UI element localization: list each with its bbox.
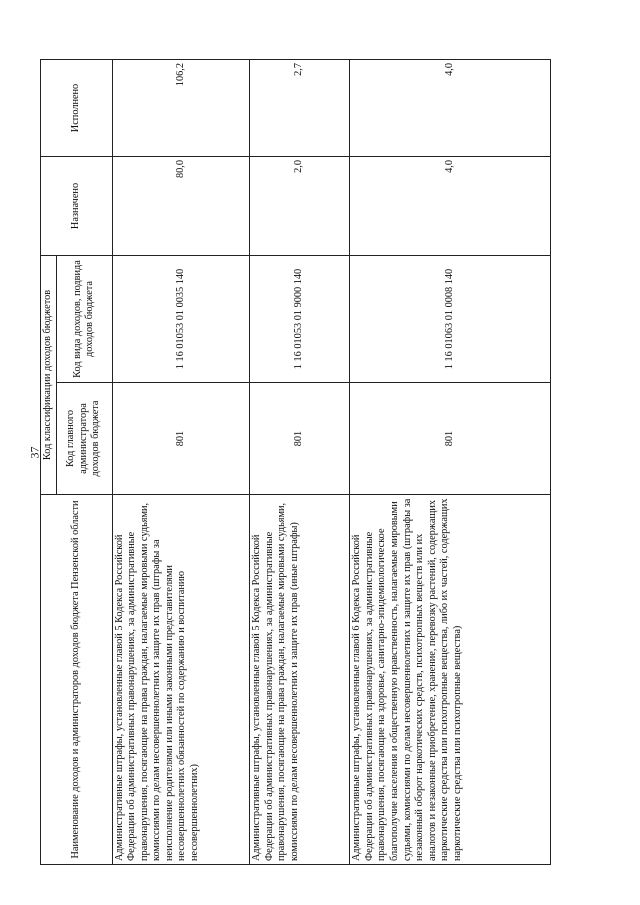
row-admin-code: 801 bbox=[350, 383, 551, 495]
row-executed: 4,0 bbox=[350, 59, 551, 156]
row-admin-code: 801 bbox=[112, 383, 249, 495]
row-executed: 106,2 bbox=[112, 59, 249, 156]
row-income-code: 1 16 01063 01 0008 140 bbox=[350, 255, 551, 382]
table-row bbox=[112, 59, 249, 864]
row-assigned: 80,0 bbox=[112, 156, 249, 255]
header-admin-code: Код главного администратора доходов бюджета bbox=[56, 383, 112, 495]
header-executed: Исполнено bbox=[41, 59, 113, 156]
header-assigned: Назначено bbox=[41, 156, 113, 255]
table-row bbox=[350, 59, 551, 864]
row-assigned: 4,0 bbox=[350, 156, 551, 255]
row-admin-code: 801 bbox=[250, 383, 350, 495]
row-assigned: 2,0 bbox=[250, 156, 350, 255]
row-name: Административные штрафы, установленные главой 5 Кодекса Российской Федерации об административных правонарушениях, за административные правонарушения, посягающие на права граждан, налагаемые мировыми судьями, комиссиями по делам несовершеннолетних и защите их прав (штрафы за неисполнение родителями или иными законными представителями несовершеннолетних обязанностей по содержанию и воспитанию несовершеннолетних) bbox=[112, 495, 249, 865]
row-income-code: 1 16 01053 01 9000 140 bbox=[250, 255, 350, 382]
row-name: Административные штрафы, установленные главой 6 Кодекса Российской Федерации об административных правонарушениях, за административные правонарушения, посягающие на здоровье, санитарно-эпидемиологическое благополучие населения и общественную нравственность, налагаемые мировыми судьями, комиссиями по делам несовершеннолетних и защите их прав (штрафы за незаконный оборот наркотических средств, психотропных веществ или их аналогов и незаконные приобретение, хранение, перевозку растений, содержащих наркотические средства или психотропные вещества, либо их частей, содержащих наркотические средства или психотропные вещества) bbox=[350, 495, 551, 865]
table-row bbox=[250, 59, 350, 864]
row-executed: 2,7 bbox=[250, 59, 350, 156]
row-income-code: 1 16 01053 01 0035 140 bbox=[112, 255, 249, 382]
budget-income-table bbox=[40, 59, 551, 865]
page-number: 37 bbox=[27, 446, 42, 459]
header-income-code: Код вида доходов, подвида доходов бюджета bbox=[56, 255, 112, 382]
header-name: Наименование доходов и администраторов доходов бюджета Пензенской области bbox=[41, 495, 113, 865]
rotated-table-container bbox=[40, 60, 551, 865]
header-classification-group: Код классификации доходов бюджетов bbox=[41, 255, 57, 494]
row-name: Административные штрафы, установленные главой 5 Кодекса Российской Федерации об административных правонарушениях, за административные правонарушения, посягающие на права граждан, налагаемые мировыми судьями, комиссиями по делам несовершеннолетних и защите их прав (иные штрафы) bbox=[250, 495, 350, 865]
